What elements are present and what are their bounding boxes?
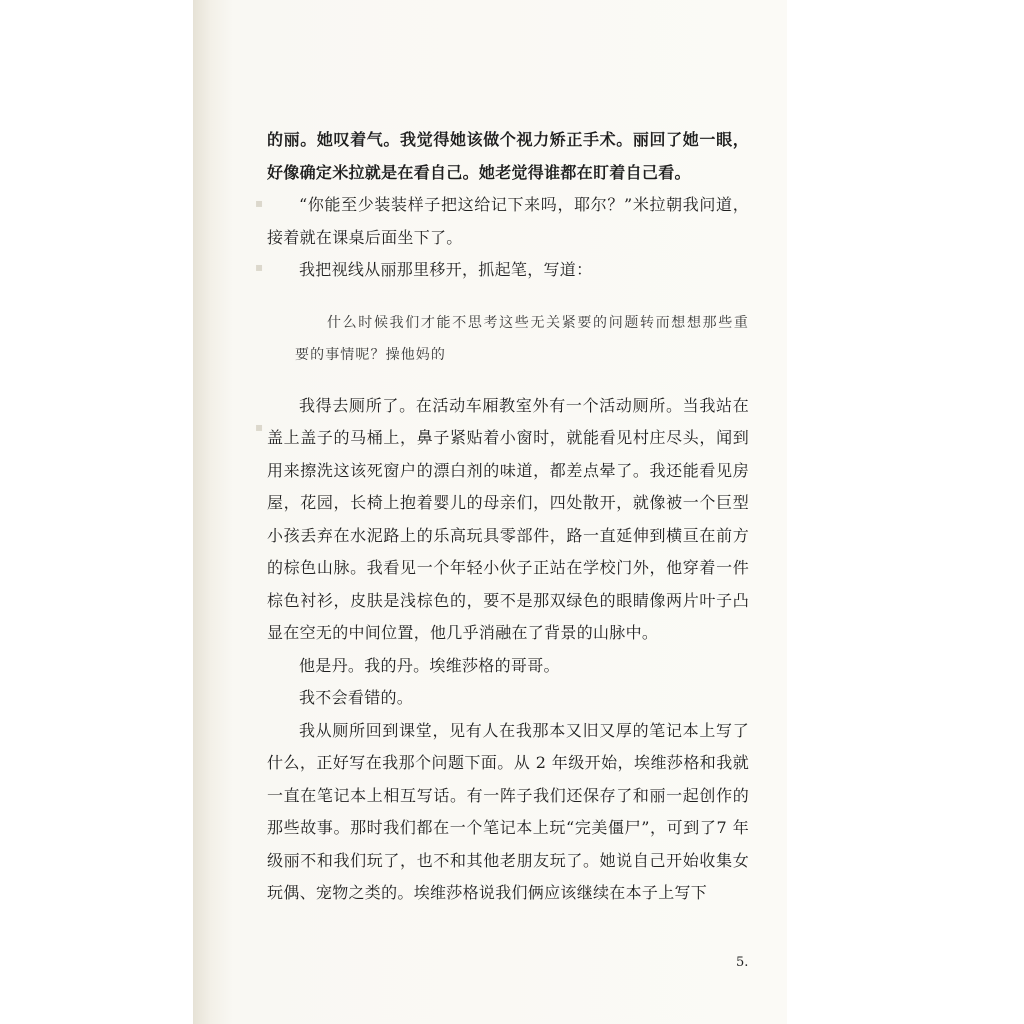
bleed-through-mark: ▪	[255, 420, 264, 434]
bleed-through-mark: ▪	[255, 196, 264, 210]
bleed-through-mark: ▪	[255, 260, 264, 274]
page-body	[267, 124, 749, 910]
paragraph-1: 的丽。她叹着气。我觉得她该做个视力矫正手术。丽回了她一眼，好像确定米拉就是在看自己。她老觉得谁都在盯着自己看。	[267, 130, 749, 182]
paragraph-7: 我从厕所回到课堂，见有人在我那本又旧又厚的笔记本上写了什么，正好写在我那个问题下面。从 2 年级开始，埃维莎格和我就一直在笔记本上相互写话。有一阵子我们还保存了和丽一起创作的那些故事。那时我们都在一个笔记本上玩“完美僵尸”，可到了7 年级丽不和我们玩了，也不和其他老朋友玩了。她说自己开始收集女玩偶、宠物之类的。埃维莎格说我们俩应该继续在本子上写下	[267, 720, 749, 902]
notebook-quote	[267, 307, 749, 372]
notebook-quote-text: 什么时候我们才能不思考这些无关紧要的问题转而想想那些重要的事情呢？操他妈的	[295, 314, 749, 363]
paragraph-6: 我不会看错的。	[299, 688, 414, 707]
paragraph-2: “你能至少装装样子把这给记下来吗，耶尔？”米拉朝我问道，接着就在课桌后面坐下了。	[267, 195, 749, 247]
page-number: 5.	[736, 955, 749, 970]
paragraph-4: 我得去厕所了。在活动车厢教室外有一个活动厕所。当我站在盖上盖子的马桶上，鼻子紧贴着小窗时，就能看见村庄尽头，闻到用来擦洗这该死窗户的漂白剂的味道，都差点晕了。我还能看见房屋，花园，长椅上抱着婴儿的母亲们，四处散开，就像被一个巨型小孩丢弃在水泥路上的乐高玩具零部件，路一直延伸到横亘在前方的棕色山脉。我看见一个年轻小伙子正站在学校门外，他穿着一件棕色衬衫，皮肤是浅棕色的，要不是那双绿色的眼睛像两片叶子凸显在空无的中间位置，他几乎消融在了背景的山脉中。	[267, 395, 749, 642]
book-page	[193, 0, 787, 1024]
paragraph-5: 他是丹。我的丹。埃维莎格的哥哥。	[299, 655, 560, 675]
paragraph-3: 我把视线从丽那里移开，抓起笔，写道：	[299, 260, 593, 279]
